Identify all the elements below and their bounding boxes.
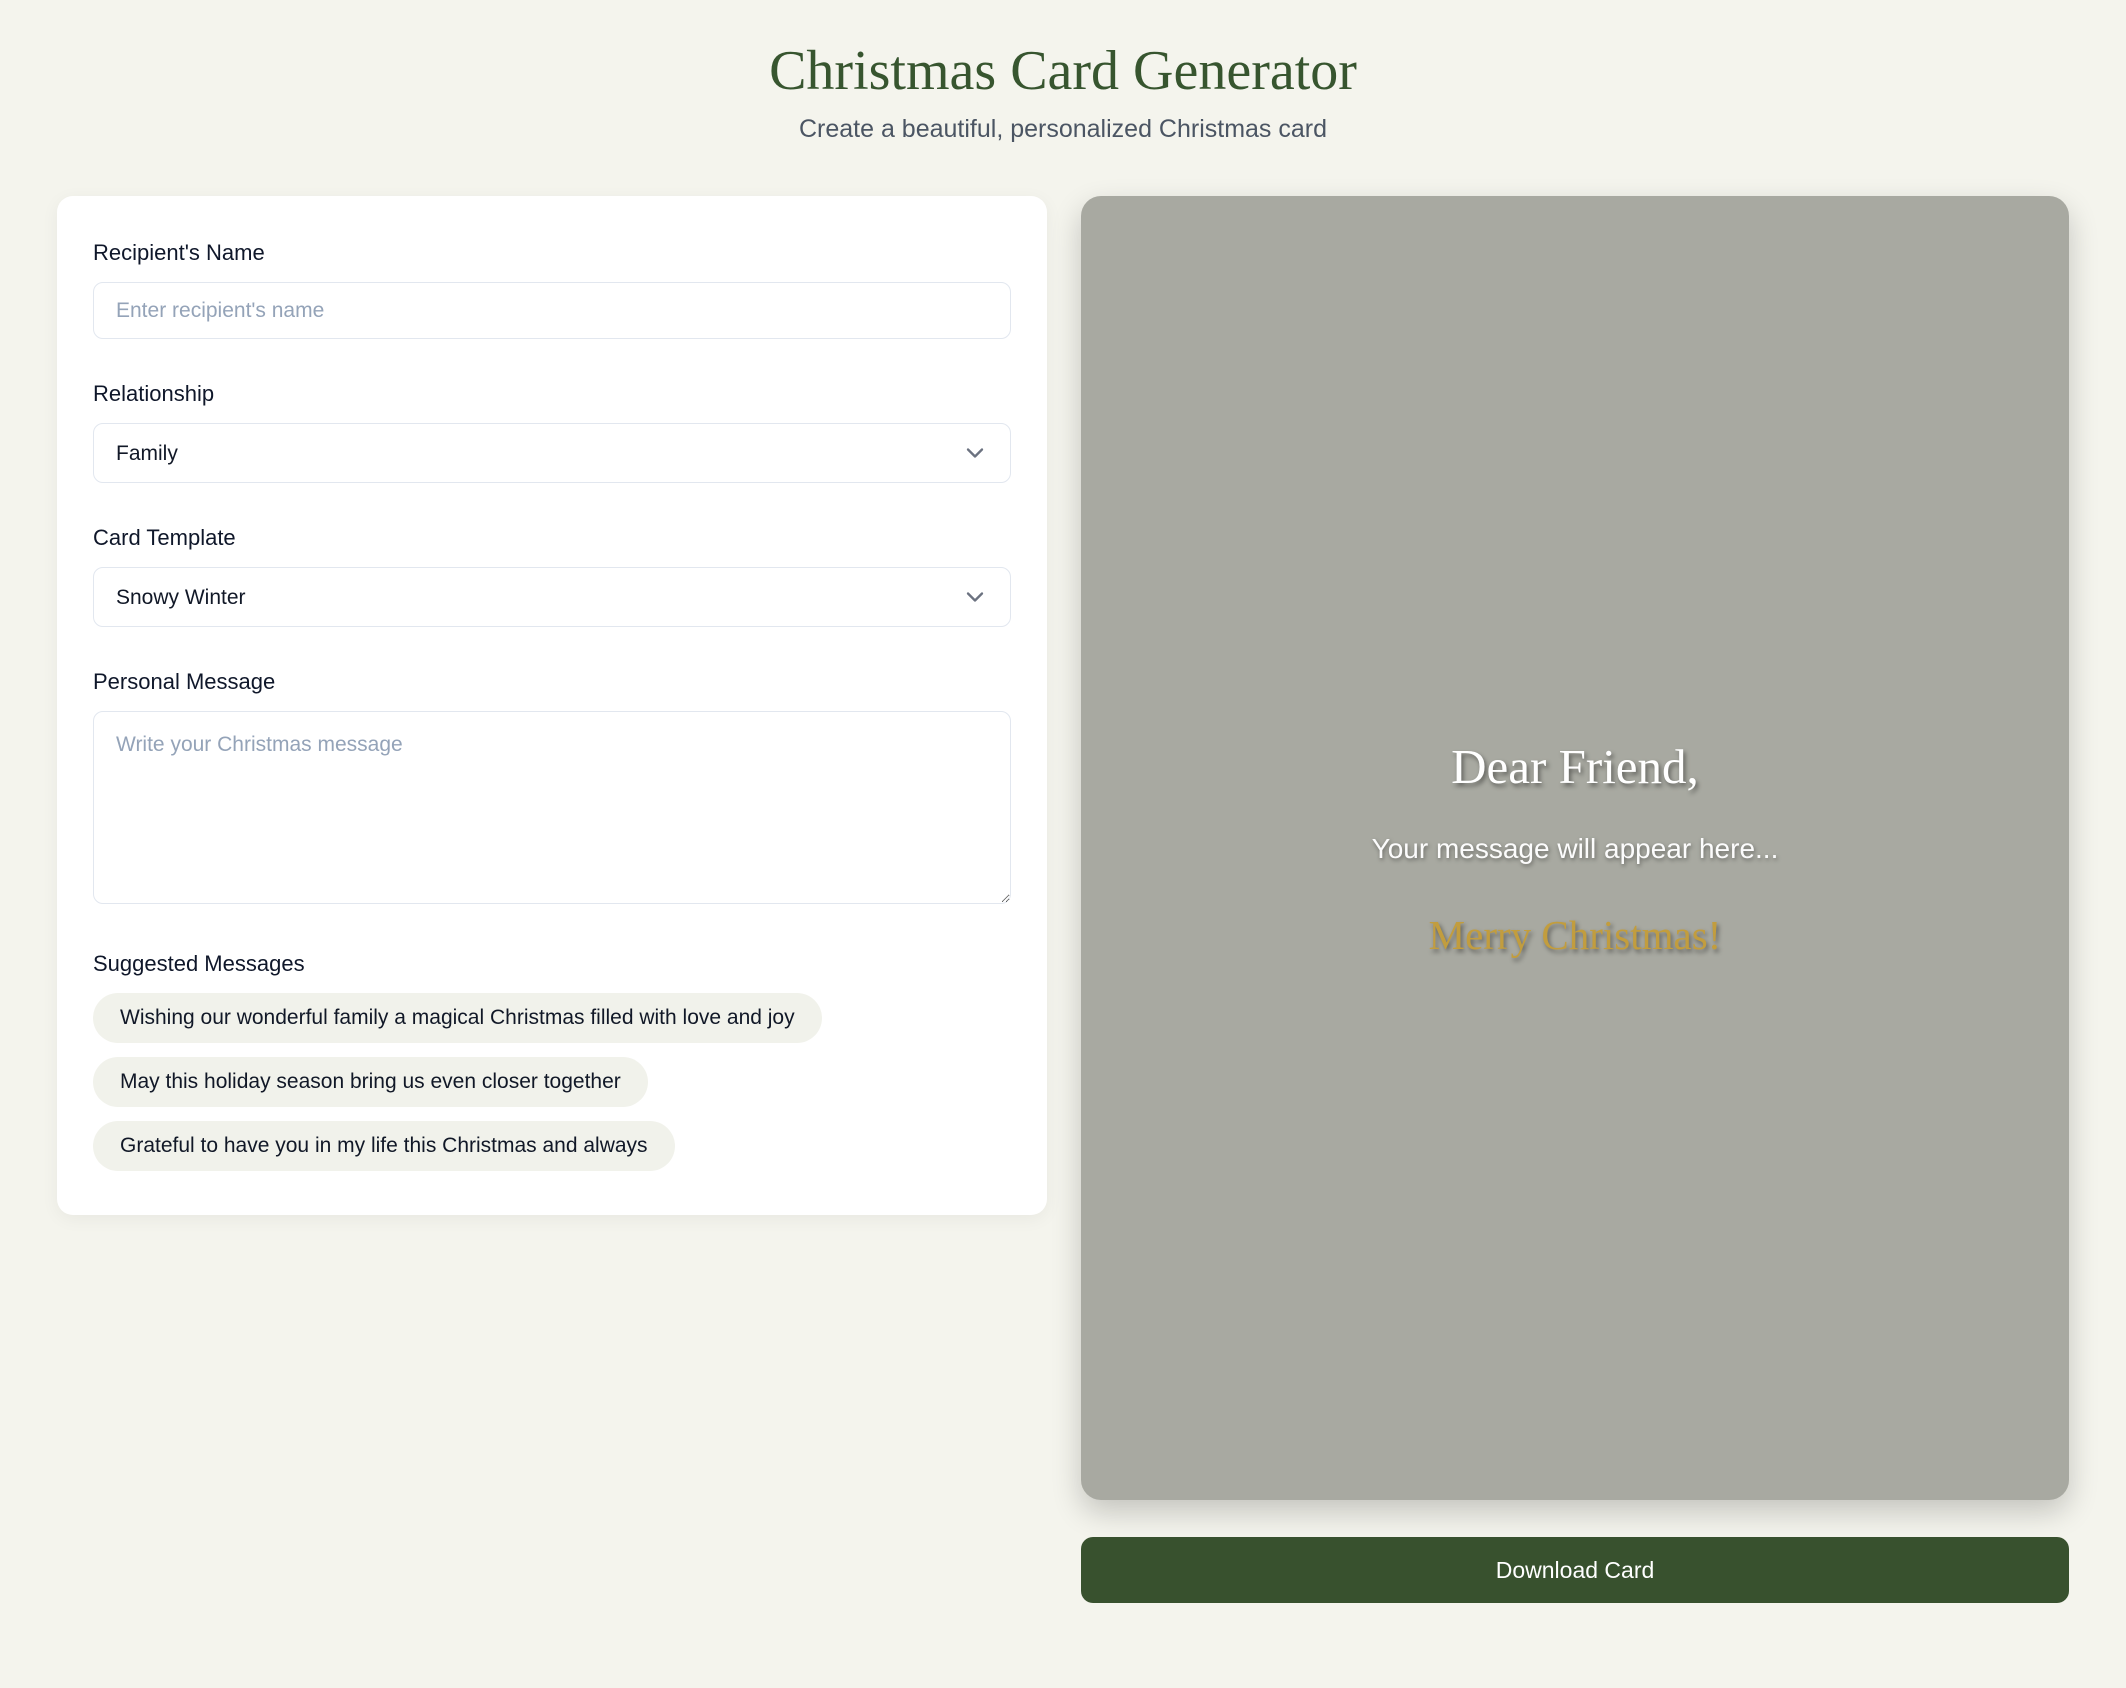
card-form-panel (57, 196, 1047, 1215)
suggested-messages-list (93, 993, 1011, 1171)
page-subtitle: Create a beautiful, personalized Christmas card (798, 115, 1328, 144)
card-closing: Merry Christmas! (1428, 911, 1722, 958)
suggested-messages-section (93, 951, 1011, 1171)
relationship-select-wrap (93, 423, 1011, 483)
card-template-field (93, 525, 1011, 627)
personal-message-textarea[interactable] (93, 711, 1011, 904)
card-preview (1081, 196, 2069, 1500)
card-preview-column (1081, 196, 2069, 1603)
personal-message-field (93, 669, 1011, 909)
recipient-name-field (93, 240, 1011, 339)
relationship-select[interactable] (93, 423, 1011, 483)
card-template-label: Card Template (93, 525, 236, 551)
download-card-button[interactable]: Download Card (1081, 1537, 2069, 1603)
card-greeting: Dear Friend, (1451, 738, 1699, 794)
page-title: Christmas Card Generator (769, 40, 1357, 102)
card-message-placeholder: Your message will appear here... (1371, 832, 1779, 864)
card-template-select[interactable] (93, 567, 1011, 627)
suggested-messages-label: Suggested Messages (93, 951, 305, 977)
suggested-message-pill[interactable]: May this holiday season bring us even closer together (93, 1057, 648, 1107)
recipient-name-label: Recipient's Name (93, 240, 265, 266)
recipient-name-input[interactable] (93, 282, 1011, 339)
suggested-message-pill[interactable]: Wishing our wonderful family a magical Christmas filled with love and joy (93, 993, 822, 1043)
relationship-label: Relationship (93, 381, 215, 407)
relationship-field (93, 381, 1011, 483)
suggested-message-pill[interactable]: Grateful to have you in my life this Christmas and always (93, 1121, 675, 1171)
main-content (0, 196, 2126, 1603)
page-header (0, 0, 2126, 144)
personal-message-label: Personal Message (93, 669, 276, 695)
card-template-select-wrap (93, 567, 1011, 627)
